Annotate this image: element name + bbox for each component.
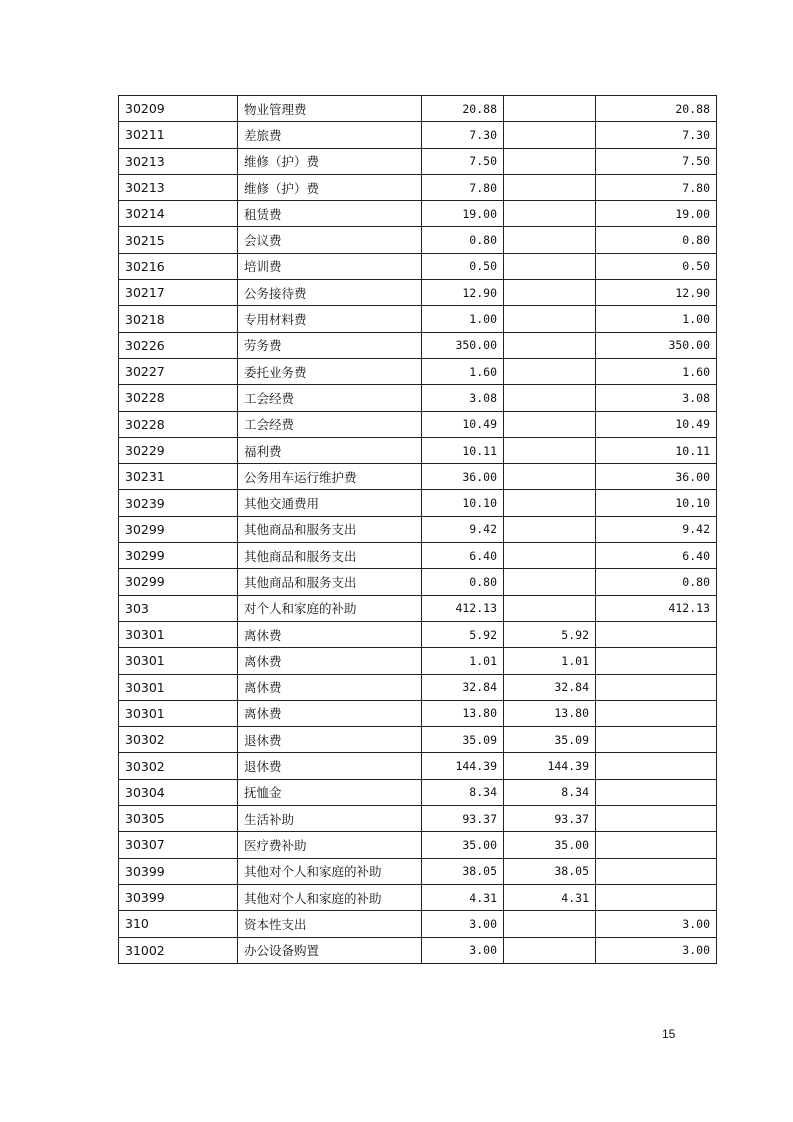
table-row xyxy=(119,358,717,384)
total-amount-cell: 3.00 xyxy=(422,911,504,937)
subject-name-cell: 其他商品和服务支出 xyxy=(238,543,422,569)
project-expenditure-cell xyxy=(596,832,717,858)
subject-name-cell: 资本性支出 xyxy=(238,911,422,937)
subject-code-cell: 30305 xyxy=(119,806,238,832)
subject-name-cell: 其他对个人和家庭的补助 xyxy=(238,858,422,884)
subject-code-cell: 30213 xyxy=(119,148,238,174)
subject-name-cell: 其他对个人和家庭的补助 xyxy=(238,884,422,910)
subject-name-cell: 专用材料费 xyxy=(238,306,422,332)
table-row xyxy=(119,332,717,358)
subject-name-cell: 维修（护）费 xyxy=(238,174,422,200)
basic-expenditure-cell xyxy=(504,490,596,516)
table-row xyxy=(119,280,717,306)
basic-expenditure-cell xyxy=(504,595,596,621)
project-expenditure-cell: 10.10 xyxy=(596,490,717,516)
basic-expenditure-cell xyxy=(504,332,596,358)
subject-code-cell: 30399 xyxy=(119,884,238,910)
total-amount-cell: 32.84 xyxy=(422,674,504,700)
subject-name-cell: 物业管理费 xyxy=(238,96,422,122)
table-row xyxy=(119,727,717,753)
basic-expenditure-cell xyxy=(504,911,596,937)
subject-name-cell: 离休费 xyxy=(238,700,422,726)
table-row xyxy=(119,806,717,832)
table-row xyxy=(119,621,717,647)
table-row xyxy=(119,674,717,700)
basic-expenditure-cell xyxy=(504,464,596,490)
subject-code-cell: 30231 xyxy=(119,464,238,490)
basic-expenditure-cell: 35.09 xyxy=(504,727,596,753)
subject-name-cell: 培训费 xyxy=(238,253,422,279)
subject-code-cell: 30214 xyxy=(119,201,238,227)
total-amount-cell: 10.10 xyxy=(422,490,504,516)
basic-expenditure-cell xyxy=(504,516,596,542)
project-expenditure-cell xyxy=(596,753,717,779)
table-row xyxy=(119,96,717,122)
project-expenditure-cell: 12.90 xyxy=(596,280,717,306)
table-row xyxy=(119,648,717,674)
project-expenditure-cell xyxy=(596,727,717,753)
basic-expenditure-cell: 5.92 xyxy=(504,621,596,647)
subject-code-cell: 30209 xyxy=(119,96,238,122)
total-amount-cell: 6.40 xyxy=(422,543,504,569)
basic-expenditure-cell: 35.00 xyxy=(504,832,596,858)
total-amount-cell: 1.00 xyxy=(422,306,504,332)
subject-name-cell: 退休费 xyxy=(238,727,422,753)
total-amount-cell: 4.31 xyxy=(422,884,504,910)
project-expenditure-cell: 0.80 xyxy=(596,227,717,253)
basic-expenditure-cell xyxy=(504,253,596,279)
subject-code-cell: 30226 xyxy=(119,332,238,358)
subject-name-cell: 会议费 xyxy=(238,227,422,253)
project-expenditure-cell: 20.88 xyxy=(596,96,717,122)
total-amount-cell: 35.00 xyxy=(422,832,504,858)
subject-name-cell: 工会经费 xyxy=(238,411,422,437)
subject-name-cell: 委托业务费 xyxy=(238,358,422,384)
basic-expenditure-cell: 8.34 xyxy=(504,779,596,805)
table-row xyxy=(119,490,717,516)
budget-expenditure-table xyxy=(118,95,717,964)
project-expenditure-cell: 350.00 xyxy=(596,332,717,358)
basic-expenditure-cell: 93.37 xyxy=(504,806,596,832)
project-expenditure-cell: 1.00 xyxy=(596,306,717,332)
total-amount-cell: 412.13 xyxy=(422,595,504,621)
basic-expenditure-cell xyxy=(504,174,596,200)
project-expenditure-cell xyxy=(596,700,717,726)
table-row xyxy=(119,911,717,937)
project-expenditure-cell: 412.13 xyxy=(596,595,717,621)
subject-name-cell: 其他交通费用 xyxy=(238,490,422,516)
project-expenditure-cell: 6.40 xyxy=(596,543,717,569)
table-row xyxy=(119,700,717,726)
subject-code-cell: 30299 xyxy=(119,516,238,542)
subject-code-cell: 30239 xyxy=(119,490,238,516)
table-row xyxy=(119,174,717,200)
basic-expenditure-cell xyxy=(504,122,596,148)
basic-expenditure-cell: 38.05 xyxy=(504,858,596,884)
total-amount-cell: 93.37 xyxy=(422,806,504,832)
total-amount-cell: 19.00 xyxy=(422,201,504,227)
basic-expenditure-cell xyxy=(504,227,596,253)
basic-expenditure-cell xyxy=(504,358,596,384)
subject-name-cell: 医疗费补助 xyxy=(238,832,422,858)
total-amount-cell: 3.08 xyxy=(422,385,504,411)
project-expenditure-cell: 7.80 xyxy=(596,174,717,200)
total-amount-cell: 10.11 xyxy=(422,437,504,463)
basic-expenditure-cell xyxy=(504,411,596,437)
project-expenditure-cell: 3.08 xyxy=(596,385,717,411)
table-row xyxy=(119,884,717,910)
basic-expenditure-cell xyxy=(504,306,596,332)
project-expenditure-cell xyxy=(596,621,717,647)
subject-name-cell: 租赁费 xyxy=(238,201,422,227)
total-amount-cell: 0.80 xyxy=(422,227,504,253)
subject-code-cell: 31002 xyxy=(119,937,238,963)
project-expenditure-cell: 0.50 xyxy=(596,253,717,279)
total-amount-cell: 35.09 xyxy=(422,727,504,753)
project-expenditure-cell xyxy=(596,674,717,700)
subject-code-cell: 30218 xyxy=(119,306,238,332)
subject-code-cell: 30299 xyxy=(119,543,238,569)
subject-code-cell: 30302 xyxy=(119,753,238,779)
table-row xyxy=(119,306,717,332)
basic-expenditure-cell xyxy=(504,96,596,122)
subject-code-cell: 30211 xyxy=(119,122,238,148)
subject-code-cell: 30301 xyxy=(119,700,238,726)
table-row xyxy=(119,385,717,411)
subject-code-cell: 30216 xyxy=(119,253,238,279)
subject-code-cell: 30229 xyxy=(119,437,238,463)
table-row xyxy=(119,437,717,463)
subject-code-cell: 30215 xyxy=(119,227,238,253)
subject-code-cell: 30227 xyxy=(119,358,238,384)
subject-name-cell: 退休费 xyxy=(238,753,422,779)
subject-code-cell: 30217 xyxy=(119,280,238,306)
subject-name-cell: 福利费 xyxy=(238,437,422,463)
total-amount-cell: 12.90 xyxy=(422,280,504,306)
total-amount-cell: 350.00 xyxy=(422,332,504,358)
subject-code-cell: 30301 xyxy=(119,621,238,647)
total-amount-cell: 7.80 xyxy=(422,174,504,200)
project-expenditure-cell xyxy=(596,884,717,910)
subject-code-cell: 30301 xyxy=(119,674,238,700)
subject-name-cell: 其他商品和服务支出 xyxy=(238,516,422,542)
project-expenditure-cell: 7.50 xyxy=(596,148,717,174)
table-row xyxy=(119,753,717,779)
project-expenditure-cell: 9.42 xyxy=(596,516,717,542)
table-row xyxy=(119,464,717,490)
project-expenditure-cell: 19.00 xyxy=(596,201,717,227)
total-amount-cell: 0.80 xyxy=(422,569,504,595)
basic-expenditure-cell: 32.84 xyxy=(504,674,596,700)
table-row xyxy=(119,569,717,595)
total-amount-cell: 3.00 xyxy=(422,937,504,963)
basic-expenditure-cell: 1.01 xyxy=(504,648,596,674)
subject-name-cell: 对个人和家庭的补助 xyxy=(238,595,422,621)
table-row xyxy=(119,122,717,148)
total-amount-cell: 7.30 xyxy=(422,122,504,148)
total-amount-cell: 144.39 xyxy=(422,753,504,779)
table-body xyxy=(119,96,717,964)
basic-expenditure-cell xyxy=(504,148,596,174)
total-amount-cell: 10.49 xyxy=(422,411,504,437)
basic-expenditure-cell xyxy=(504,543,596,569)
project-expenditure-cell xyxy=(596,648,717,674)
project-expenditure-cell: 7.30 xyxy=(596,122,717,148)
basic-expenditure-cell xyxy=(504,569,596,595)
subject-name-cell: 办公设备购置 xyxy=(238,937,422,963)
page-number: 15 xyxy=(662,1027,676,1041)
subject-name-cell: 其他商品和服务支出 xyxy=(238,569,422,595)
subject-code-cell: 30213 xyxy=(119,174,238,200)
subject-code-cell: 30307 xyxy=(119,832,238,858)
subject-name-cell: 维修（护）费 xyxy=(238,148,422,174)
project-expenditure-cell: 3.00 xyxy=(596,937,717,963)
total-amount-cell: 5.92 xyxy=(422,621,504,647)
subject-code-cell: 30228 xyxy=(119,411,238,437)
basic-expenditure-cell: 13.80 xyxy=(504,700,596,726)
subject-name-cell: 公务接待费 xyxy=(238,280,422,306)
table-row xyxy=(119,832,717,858)
table-row xyxy=(119,779,717,805)
total-amount-cell: 1.60 xyxy=(422,358,504,384)
table-row xyxy=(119,516,717,542)
subject-name-cell: 生活补助 xyxy=(238,806,422,832)
subject-name-cell: 差旅费 xyxy=(238,122,422,148)
subject-name-cell: 离休费 xyxy=(238,648,422,674)
total-amount-cell: 1.01 xyxy=(422,648,504,674)
table-row xyxy=(119,411,717,437)
table-row xyxy=(119,858,717,884)
basic-expenditure-cell xyxy=(504,385,596,411)
total-amount-cell: 8.34 xyxy=(422,779,504,805)
subject-code-cell: 303 xyxy=(119,595,238,621)
total-amount-cell: 13.80 xyxy=(422,700,504,726)
project-expenditure-cell: 3.00 xyxy=(596,911,717,937)
basic-expenditure-cell xyxy=(504,937,596,963)
table-row xyxy=(119,201,717,227)
total-amount-cell: 38.05 xyxy=(422,858,504,884)
subject-code-cell: 30399 xyxy=(119,858,238,884)
basic-expenditure-cell xyxy=(504,280,596,306)
subject-name-cell: 抚恤金 xyxy=(238,779,422,805)
subject-code-cell: 310 xyxy=(119,911,238,937)
project-expenditure-cell: 10.11 xyxy=(596,437,717,463)
subject-code-cell: 30299 xyxy=(119,569,238,595)
basic-expenditure-cell xyxy=(504,437,596,463)
table-row xyxy=(119,253,717,279)
table-row xyxy=(119,543,717,569)
total-amount-cell: 36.00 xyxy=(422,464,504,490)
basic-expenditure-cell: 144.39 xyxy=(504,753,596,779)
subject-code-cell: 30301 xyxy=(119,648,238,674)
basic-expenditure-cell: 4.31 xyxy=(504,884,596,910)
total-amount-cell: 20.88 xyxy=(422,96,504,122)
subject-code-cell: 30228 xyxy=(119,385,238,411)
subject-name-cell: 工会经费 xyxy=(238,385,422,411)
table-row xyxy=(119,227,717,253)
subject-name-cell: 劳务费 xyxy=(238,332,422,358)
total-amount-cell: 7.50 xyxy=(422,148,504,174)
project-expenditure-cell: 10.49 xyxy=(596,411,717,437)
project-expenditure-cell: 36.00 xyxy=(596,464,717,490)
basic-expenditure-cell xyxy=(504,201,596,227)
total-amount-cell: 9.42 xyxy=(422,516,504,542)
subject-code-cell: 30304 xyxy=(119,779,238,805)
project-expenditure-cell: 1.60 xyxy=(596,358,717,384)
table-row xyxy=(119,148,717,174)
project-expenditure-cell xyxy=(596,779,717,805)
subject-name-cell: 公务用车运行维护费 xyxy=(238,464,422,490)
table-row xyxy=(119,595,717,621)
project-expenditure-cell xyxy=(596,806,717,832)
table-row xyxy=(119,937,717,963)
project-expenditure-cell: 0.80 xyxy=(596,569,717,595)
subject-code-cell: 30302 xyxy=(119,727,238,753)
subject-name-cell: 离休费 xyxy=(238,674,422,700)
total-amount-cell: 0.50 xyxy=(422,253,504,279)
subject-name-cell: 离休费 xyxy=(238,621,422,647)
project-expenditure-cell xyxy=(596,858,717,884)
